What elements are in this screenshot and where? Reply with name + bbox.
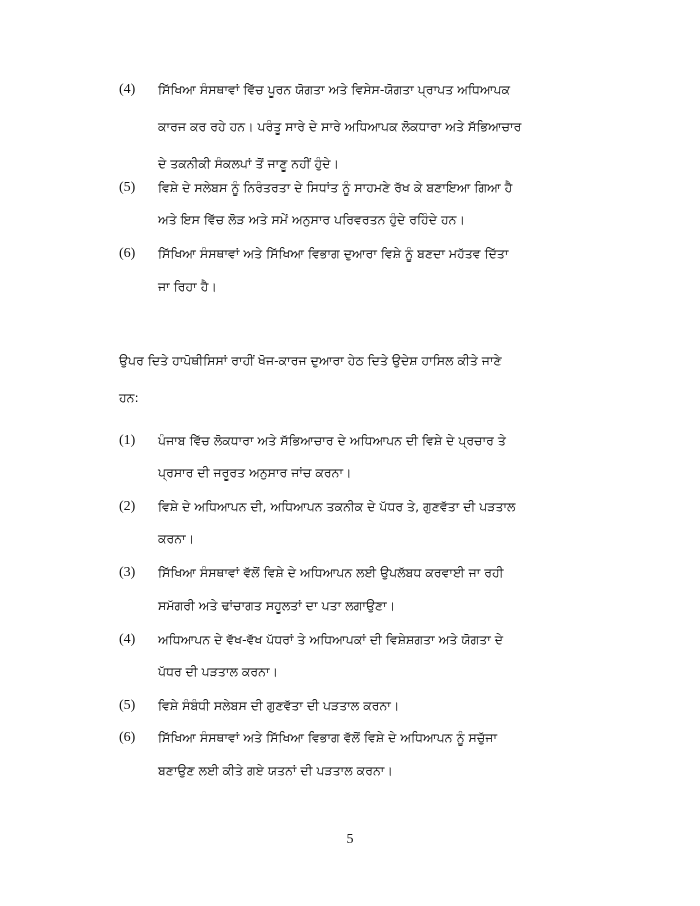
item-number: (5) <box>119 698 136 713</box>
item-text-line: ਬਣਾਉਣ ਲਈ ਕੀਤੇ ਗਏ ਯਤਨਾਂ ਦੀ ਪੜਤਾਲ ਕਰਨਾ। <box>158 763 393 778</box>
item-number: (3) <box>119 565 136 580</box>
item-text-line: ਕਰਨਾ। <box>158 531 195 546</box>
item-text-line: ਪੱਧਰ ਦੀ ਪੜਤਾਲ ਕਰਨਾ। <box>158 664 278 679</box>
item-number: (5) <box>119 180 136 195</box>
paragraph-line: ਉਪਰ ਦਿਤੇ ਹਾਪੋਥੀਸਿਸਾਂ ਰਾਹੀਂ ਖੋਜ-ਕਾਰਜ ਦੁਆਰਾ ਹੇਠ ਦਿਤੇ ਉਦੇਸ਼ ਹਾਸਿਲ ਕੀਤੇ ਜਾਣੇ <box>119 353 502 368</box>
paragraph-line: ਹਨ: <box>119 390 139 405</box>
item-text-line: ਪ੍ਰਸਾਰ ਦੀ ਜਰੂਰਤ ਅਨੁਸਾਰ ਜਾਂਚ ਕਰਨਾ। <box>158 465 352 480</box>
item-text-line: ਸਿੱਖਿਆ ਸੰਸਥਾਵਾਂ ਵੱਲੋਂ ਵਿਸ਼ੇ ਦੇ ਅਧਿਆਪਨ ਲਈ ਉਪਲੱਬਧ ਕਰਵਾਈ ਜਾ ਰਹੀ <box>158 565 504 580</box>
item-text-line: ਵਿਸ਼ੇ ਸੰਬੰਧੀ ਸਲੇਬਸ ਦੀ ਗੁਣਵੱਤਾ ਦੀ ਪੜਤਾਲ ਕਰਨਾ। <box>158 698 400 713</box>
item-number: (6) <box>119 730 136 745</box>
item-text-line: ਵਿਸ਼ੇ ਦੇ ਸਲੇਬਸ ਨੂੰ ਨਿਰੰਤਰਤਾ ਦੇ ਸਿਧਾਂਤ ਨੂੰ ਸਾਹਮਣੇ ਰੱਖ ਕੇ ਬਣਾਇਆ ਗਿਆ ਹੈ <box>158 180 513 195</box>
item-number: (4) <box>119 82 136 97</box>
item-number: (2) <box>119 499 136 514</box>
item-number: (1) <box>119 433 136 448</box>
item-text-line: ਵਿਸ਼ੇ ਦੇ ਅਧਿਆਪਨ ਦੀ, ਅਧਿਆਪਨ ਤਕਨੀਕ ਦੇ ਪੱਧਰ ਤੇ, ਗੁਣਵੱਤਾ ਦੀ ਪੜਤਾਲ <box>158 499 516 514</box>
item-text-line: ਸਿੱਖਿਆ ਸੰਸਥਾਵਾਂ ਵਿੱਚ ਪੂਰਨ ਯੋਗਤਾ ਅਤੇ ਵਿਸੇਸ-ਯੋਗਤਾ ਪ੍ਰਾਪਤ ਅਧਿਆਪਕ <box>158 82 511 97</box>
item-text-line: ਕਾਰਜ ਕਰ ਰਹੇ ਹਨ। ਪਰੰਤੂ ਸਾਰੇ ਦੇ ਸਾਰੇ ਅਧਿਆਪਕ ਲੋਕਧਾਰਾ ਅਤੇ ਸੱਭਿਆਚਾਰ <box>158 119 522 134</box>
item-text-line: ਅਧਿਆਪਨ ਦੇ ਵੱਖ-ਵੱਖ ਪੱਧਰਾਂ ਤੇ ਅਧਿਆਪਕਾਂ ਦੀ ਵਿਸ਼ੇਸ਼ਗਤਾ ਅਤੇ ਯੋਗਤਾ ਦੇ <box>158 632 504 647</box>
item-text-line: ਦੇ ਤਕਨੀਕੀ ਸੰਕਲਪਾਂ ਤੋਂ ਜਾਣੂ ਨਹੀਂ ਹੁੰਦੇ। <box>158 156 339 171</box>
item-text-line: ਸਿੱਖਿਆ ਸੰਸਥਾਵਾਂ ਅਤੇ ਸਿੱਖਿਆ ਵਿਭਾਗ ਵੱਲੋਂ ਵਿਸ਼ੇ ਦੇ ਅਧਿਆਪਨ ਨੂੰ ਸਚੁੱਜਾ <box>158 730 498 745</box>
page-number: 5 <box>346 832 354 847</box>
item-number: (6) <box>119 246 136 261</box>
item-number: (4) <box>119 632 136 647</box>
item-text-line: ਸਿੱਖਿਆ ਸੰਸਥਾਵਾਂ ਅਤੇ ਸਿੱਖਿਆ ਵਿਭਾਗ ਦੁਆਰਾ ਵਿਸ਼ੇ ਨੂੰ ਬਣਦਾ ਮਹੱਤਵ ਦਿੱਤਾ <box>158 246 509 261</box>
item-text-line: ਜਾ ਰਿਹਾ ਹੈ। <box>158 279 217 294</box>
item-text-line: ਪੰਜਾਬ ਵਿੱਚ ਲੋਕਧਾਰਾ ਅਤੇ ਸੱਭਿਆਚਾਰ ਦੇ ਅਧਿਆਪਨ ਦੀ ਵਿਸ਼ੇ ਦੇ ਪ੍ਰਚਾਰ ਤੇ <box>158 433 506 448</box>
item-text-line: ਸਮੱਗਰੀ ਅਤੇ ਢਾਂਚਾਗਤ ਸਹੂਲਤਾਂ ਦਾ ਪਤਾ ਲਗਾਉਣਾ। <box>158 598 396 613</box>
item-text-line: ਅਤੇ ਇਸ ਵਿੱਚ ਲੋੜ ਅਤੇ ਸਮੇਂ ਅਨੁਸਾਰ ਪਰਿਵਰਤਨ ਹੁੰਦੇ ਰਹਿੰਦੇ ਹਨ। <box>158 212 465 227</box>
